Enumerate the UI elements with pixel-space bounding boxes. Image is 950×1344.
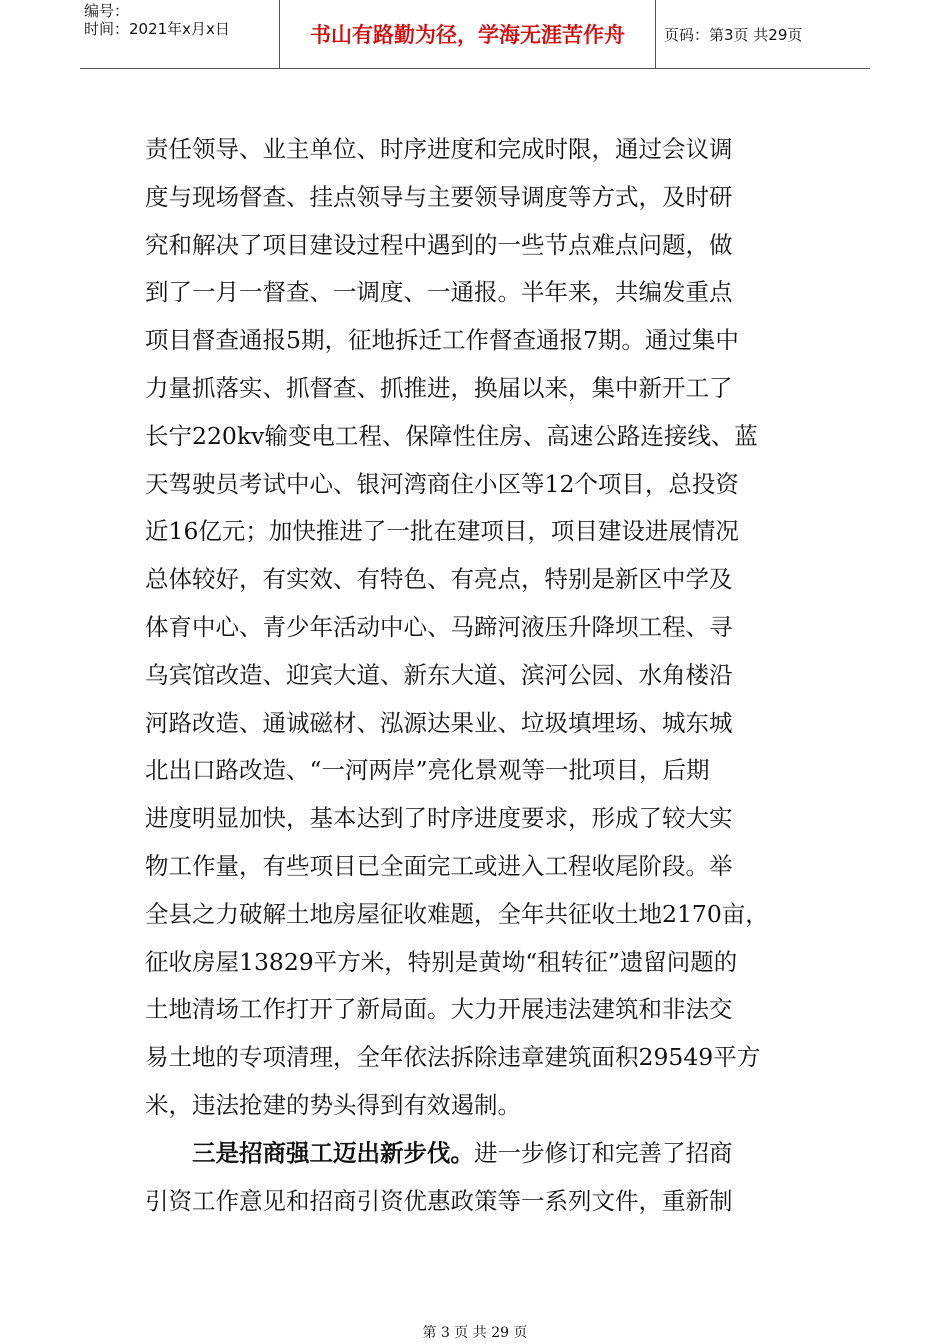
body-line: 究和解决了项目建设过程中遇到的一些节点难点问题，做 (145, 230, 733, 259)
body-line: 长宁220kv输变电工程、保障性住房、高速公路连接线、蓝 (145, 421, 758, 450)
body-line: 乌宾馆改造、迎宾大道、新东大道、滨河公园、水角楼沿 (145, 660, 733, 689)
body-line: 土地清场工作打开了新局面。大力开展违法建筑和非法交 (145, 995, 733, 1024)
body-line: 引资工作意见和招商引资优惠政策等一系列文件，重新制 (145, 1186, 733, 1215)
body-line: 河路改造、通诚磁材、泓源达果业、垃圾填埋场、城东城 (145, 708, 733, 737)
body-line: 进度明显加快，基本达到了时序进度要求，形成了较大实 (145, 804, 733, 833)
page-header (80, 0, 870, 69)
body-line: 度与现场督查、挂点领导与主要领导调度等方式，及时研 (145, 182, 733, 211)
body-line: 总体较好，有实效、有特色、有亮点，特别是新区中学及 (145, 565, 733, 594)
body-line: 全县之力破解土地房屋征收难题，全年共征收土地2170亩， (145, 899, 769, 928)
body-line: 物工作量，有些项目已全面完工或进入工程收尾阶段。举 (145, 851, 733, 880)
body-line: 力量抓落实、抓督查、抓推进，换届以来，集中新开工了 (145, 373, 733, 402)
body-line: 体育中心、青少年活动中心、马蹄河液压升降坝工程、寻 (145, 612, 733, 641)
body-line: 天驾驶员考试中心、银河湾商住小区等12个项目，总投资 (145, 469, 739, 498)
paragraph-text: 进一步修订和完善了招商 (474, 1138, 733, 1167)
body-line: 北出口路改造、“一河两岸”亮化景观等一批项目，后期 (145, 756, 710, 785)
body-line: 项目督查通报5期，征地拆迁工作督查通报7期。通过集中 (145, 326, 739, 355)
document-body (145, 126, 815, 1225)
number-label: 编号： (84, 2, 130, 20)
body-line: 责任领导、业主单位、时序进度和完成时限，通过会议调 (145, 135, 733, 163)
header-motto: 书山有路勤为径，学海无涯苦作舟 (280, 0, 656, 68)
body-line: 到了一月一督查、一调度、一通报。半年来，共编发重点 (145, 278, 733, 307)
paragraph-lead-heading: 三是招商强工迈出新步伐。 (192, 1138, 474, 1167)
body-line: 易土地的专项清理，全年依法拆除违章建筑面积29549平方 (145, 1043, 761, 1072)
time-label: 时间：2021年x月x日 (84, 20, 230, 38)
body-line: 米，违法抢建的势头得到有效遏制。 (145, 1090, 521, 1119)
header-page-info: 页码：第3页 共29页 (664, 25, 803, 44)
body-line: 征收房屋13829平方米，特别是黄坳“租转征”遗留问题的 (145, 947, 738, 976)
header-meta (80, 0, 280, 68)
body-line: 近16亿元；加快推进了一批在建项目，项目建设进展情况 (145, 517, 739, 546)
paragraph-start-line (145, 1130, 815, 1178)
page-footer: 第 3 页 共 29 页 (422, 1325, 528, 1341)
